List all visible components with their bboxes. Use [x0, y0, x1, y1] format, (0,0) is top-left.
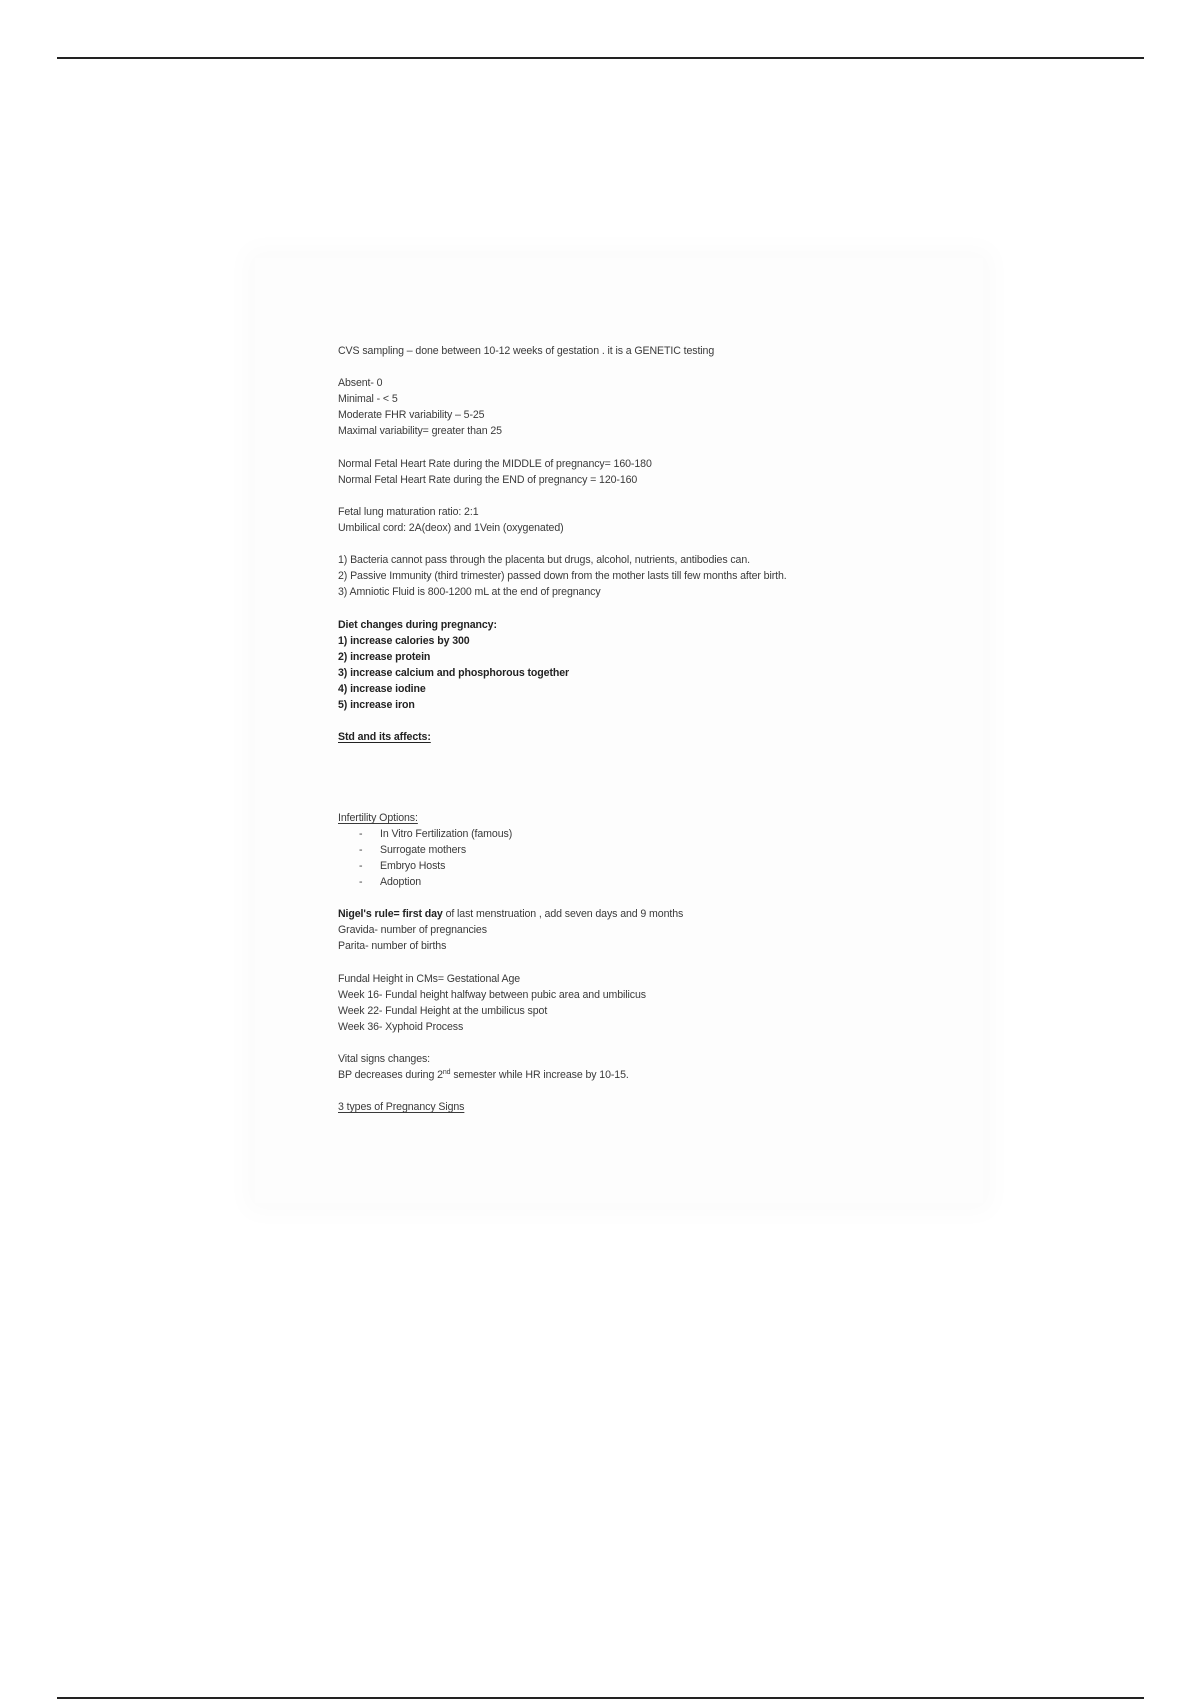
nigel-rule-rest: of last menstruation , add seven days and 9 months	[442, 908, 684, 921]
variability-line: Minimal - < 5	[338, 393, 398, 406]
diet-item: 3) increase calcium and phosphorous together	[338, 666, 570, 679]
bp-text-after: semester while HR increase by 10-15.	[450, 1069, 629, 1082]
diet-item: 1) increase calories by 300	[338, 634, 470, 647]
list-item-text: In Vitro Fertilization (famous)	[380, 827, 513, 840]
list-item-text: Embryo Hosts	[380, 860, 446, 872]
fact-line: 1) Bacteria cannot pass through the placenta but drugs, alcohol, nutrients, antibodies can.	[338, 554, 750, 567]
infertility-list	[338, 826, 958, 890]
list-item	[338, 842, 958, 858]
pregnancy-signs-heading: 3 types of Pregnancy Signs	[338, 1101, 465, 1114]
diet-item: 5) increase iron	[338, 699, 415, 712]
list-item-text: Surrogate mothers	[380, 843, 467, 856]
top-rule	[57, 57, 1144, 59]
bp-line	[338, 1067, 958, 1083]
umbilical-cord-line: Umbilical cord: 2A(deox) and 1Vein (oxygenated)	[338, 522, 564, 535]
diet-item: 4) increase iodine	[338, 682, 426, 695]
bullet-dash: -	[359, 843, 363, 856]
diet-item: 2) increase protein	[338, 650, 431, 663]
infertility-heading: Infertility Options:	[338, 811, 418, 824]
fetal-heart-rate-line: Normal Fetal Heart Rate during the END of pregnancy = 120-160	[338, 473, 638, 486]
nigel-rule-line	[338, 906, 958, 922]
nigel-rule-bold: Nigel's rule= first day	[338, 908, 443, 921]
bp-text-before: BP decreases during 2	[338, 1069, 443, 1082]
list-item	[338, 826, 958, 842]
variability-line: Absent- 0	[338, 377, 383, 390]
cvs-line: CVS sampling – done between 10-12 weeks of gestation . it is a GENETIC testing	[338, 345, 715, 357]
fundal-line: Week 22- Fundal Height at the umbilicus spot	[338, 1004, 548, 1017]
diet-heading: Diet changes during pregnancy:	[338, 618, 497, 631]
list-item	[338, 858, 958, 874]
bottom-rule	[57, 1697, 1144, 1699]
fundal-line: Week 16- Fundal height halfway between pubic area and umbilicus	[338, 988, 646, 1001]
list-item-text: Adoption	[380, 876, 422, 889]
fundal-line: Week 36- Xyphoid Process	[338, 1020, 464, 1033]
std-heading: Std and its affects:	[338, 731, 431, 744]
fact-line: 2) Passive Immunity (third trimester) passed down from the mother lasts till few months after birth.	[338, 570, 787, 583]
variability-line: Moderate FHR variability – 5-25	[338, 409, 485, 422]
lung-ratio-line: Fetal lung maturation ratio: 2:1	[338, 505, 479, 518]
vitals-heading: Vital signs changes:	[338, 1053, 431, 1066]
notes-content	[338, 343, 958, 1116]
parita-line: Parita- number of births	[338, 940, 447, 953]
variability-line: Maximal variability= greater than 25	[338, 425, 502, 438]
list-item	[338, 874, 958, 890]
fact-line: 3) Amniotic Fluid is 800-1200 mL at the end of pregnancy	[338, 586, 601, 599]
bullet-dash: -	[359, 876, 363, 889]
bullet-dash: -	[359, 860, 363, 872]
bullet-dash: -	[359, 827, 363, 840]
gravida-line: Gravida- number of pregnancies	[338, 924, 487, 937]
fundal-line: Fundal Height in CMs= Gestational Age	[338, 972, 521, 985]
fetal-heart-rate-line: Normal Fetal Heart Rate during the MIDDLE of pregnancy= 160-180	[338, 457, 652, 470]
bp-superscript: nd	[442, 1069, 451, 1077]
